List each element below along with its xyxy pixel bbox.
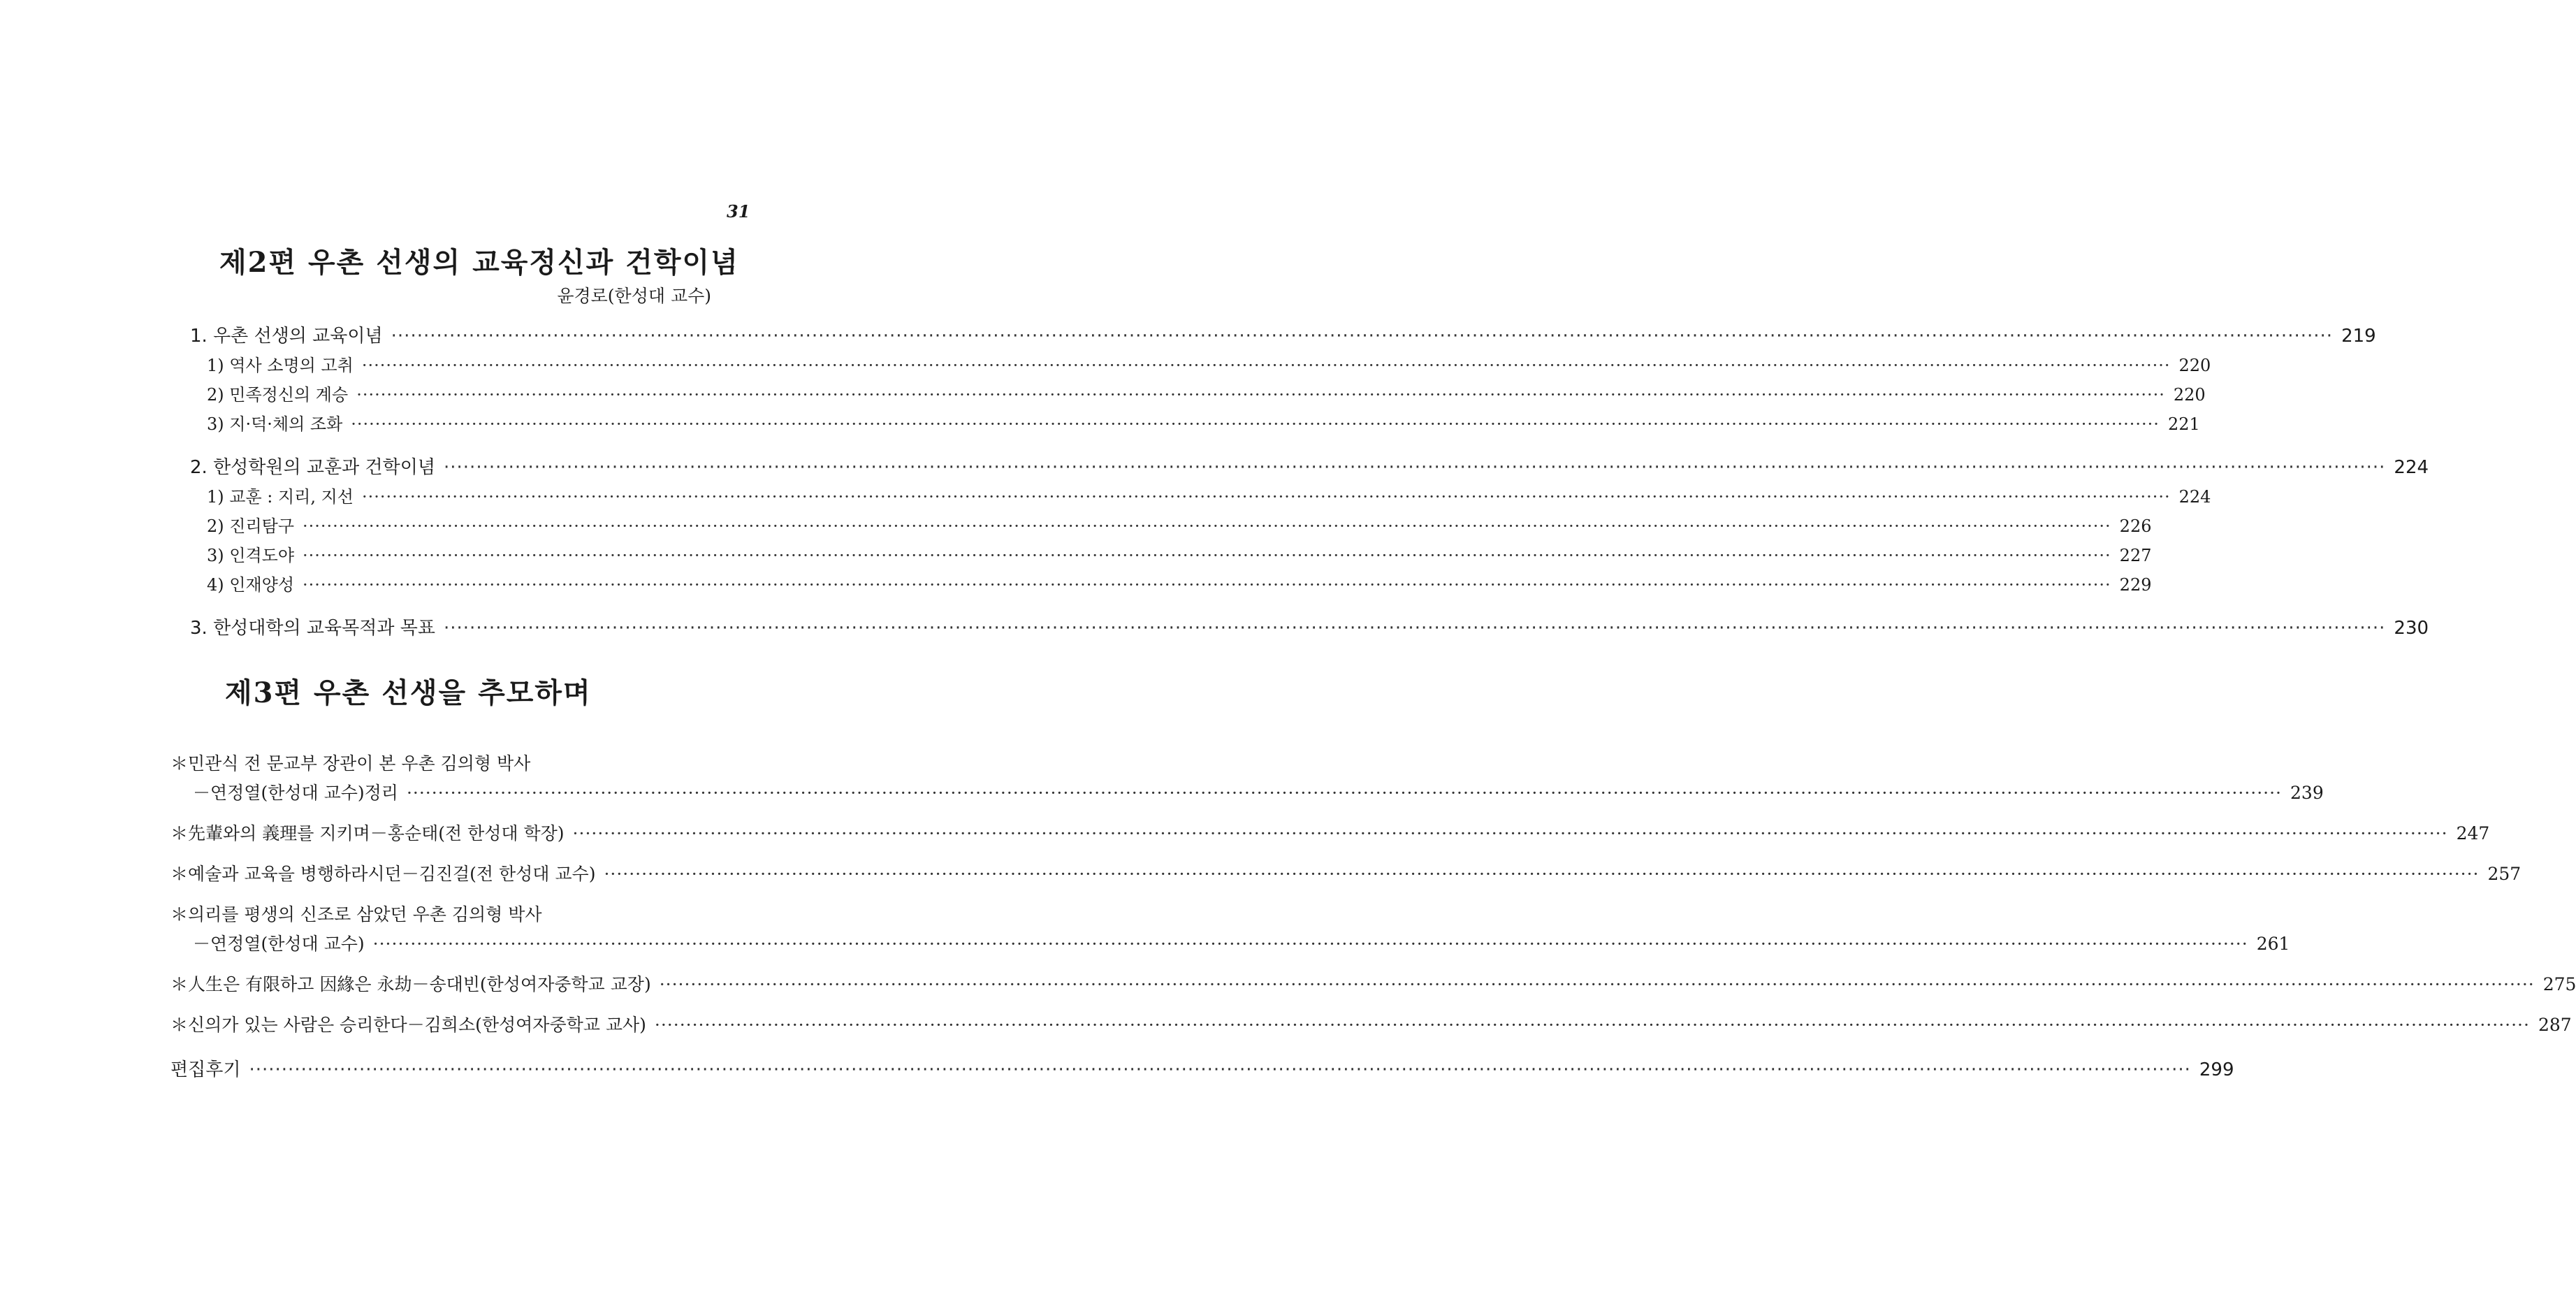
toc-label: 1) 교훈 : 지리, 지선 <box>207 487 354 507</box>
toc-page: 229 <box>2119 575 2152 595</box>
toc-label: 1. 우촌 선생의 교육이념 <box>190 326 383 347</box>
toc-page: 224 <box>2394 457 2429 478</box>
toc-page: 239 <box>2290 783 2324 803</box>
essay-title-line[interactable]: ＊민관식 전 문교부 장관이 본 우촌 김의형 박사 <box>170 753 531 774</box>
toc-subsection[interactable] <box>207 572 2152 598</box>
dot-leader: ············································································································································································································································································································ <box>391 326 2334 347</box>
part3-title: 제3편 우촌 선생을 추모하며 <box>225 676 592 709</box>
dot-leader: ············································································································································································································································································································ <box>356 385 2165 405</box>
dot-leader: ············································································································································································································································································································ <box>249 1059 2191 1080</box>
dot-leader: ············································································································································································································································································································ <box>361 487 2171 507</box>
essay-title-line[interactable]: ＊의리를 평생의 신조로 삼았던 우촌 김의형 박사 <box>170 904 542 925</box>
dot-leader: ············································································································································································································································································································ <box>444 618 2386 639</box>
dot-leader: ············································································································································································································································································································ <box>406 783 2283 803</box>
toc-subsection[interactable] <box>207 484 2211 510</box>
toc-subsection[interactable] <box>207 513 2152 539</box>
essay-entry[interactable] <box>170 1012 2572 1038</box>
toc-page: 224 <box>2178 487 2211 507</box>
toc-page: 220 <box>2178 356 2211 375</box>
toc-label: ＊예술과 교육을 병행하라시던－김진걸(전 한성대 교수) <box>170 864 596 884</box>
toc-label: 2) 민족정신의 계승 <box>207 385 349 405</box>
toc-page: 257 <box>2487 864 2522 884</box>
toc-section-1[interactable] <box>190 323 2376 349</box>
toc-page: 299 <box>2199 1059 2234 1080</box>
toc-page: 275 <box>2542 974 2576 994</box>
toc-page: 227 <box>2119 546 2152 565</box>
dot-leader: ············································································································································································································································································································ <box>444 457 2386 478</box>
toc-label: 1) 역사 소명의 고취 <box>207 356 354 375</box>
toc-page: 226 <box>2119 516 2152 536</box>
essay-entry[interactable] <box>193 931 2290 957</box>
dot-leader: ············································································································································································································································································································ <box>659 974 2535 994</box>
essay-entry[interactable] <box>170 820 2490 847</box>
toc-label: 4) 인재양성 <box>207 575 294 595</box>
essay-entry[interactable] <box>170 971 2576 998</box>
toc-label: 3) 인격도야 <box>207 546 294 565</box>
dot-leader: ············································································································································································································································································································ <box>572 823 2448 843</box>
toc-label: 편집후기 <box>170 1059 241 1080</box>
dot-leader: ············································································································································································································································································································ <box>372 934 2248 954</box>
toc-label: ＊先輩와의 義理를 지키며－홍순태(전 한성대 학장) <box>170 823 565 843</box>
epilogue-entry[interactable] <box>170 1057 2234 1083</box>
toc-subsection[interactable] <box>207 542 2152 569</box>
toc-section-3[interactable] <box>190 615 2429 642</box>
toc-label: ＊신의가 있는 사람은 승리한다－김희소(한성여자중학교 교사) <box>170 1015 646 1035</box>
toc-subsection[interactable] <box>207 382 2206 408</box>
essay-entry[interactable] <box>170 861 2522 888</box>
toc-page: 221 <box>2167 414 2200 434</box>
dot-leader: ············································································································································································································································································································ <box>604 864 2480 884</box>
toc-page: 220 <box>2173 385 2206 405</box>
dot-leader: ············································································································································································································································································································ <box>654 1015 2530 1035</box>
essay-entry[interactable] <box>193 780 2324 806</box>
toc-section-2[interactable] <box>190 454 2429 481</box>
toc-label: －연정열(한성대 교수) <box>193 934 365 954</box>
dot-leader: ············································································································································································································································································································ <box>303 516 2111 536</box>
toc-label: 3. 한성대학의 교육목적과 목표 <box>190 618 435 639</box>
part2-author: 윤경로(한성대 교수) <box>557 286 711 306</box>
toc-page: 230 <box>2394 618 2429 639</box>
toc-label: 2. 한성학원의 교훈과 건학이념 <box>190 457 435 478</box>
dot-leader: ············································································································································································································································································································ <box>303 575 2111 595</box>
toc-label: －연정열(한성대 교수)정리 <box>193 783 398 803</box>
toc-subsection[interactable] <box>207 411 2200 437</box>
dot-leader: ············································································································································································································································································································ <box>303 546 2111 565</box>
toc-label: ＊人生은 有限하고 因緣은 永劫－송대빈(한성여자중학교 교장) <box>170 974 651 994</box>
dot-leader: ············································································································································································································································································································ <box>351 414 2160 434</box>
toc-page: 247 <box>2456 823 2490 843</box>
toc-page: 261 <box>2256 934 2290 954</box>
toc-label: 2) 진리탐구 <box>207 516 294 536</box>
toc-label: 3) 지·덕·체의 조화 <box>207 414 343 434</box>
part2-title: 제2편 우촌 선생의 교육정신과 건학이념 <box>219 246 739 279</box>
toc-page: 219 <box>2341 326 2376 347</box>
toc-subsection[interactable] <box>207 352 2211 379</box>
dot-leader: ············································································································································································································································································································ <box>361 356 2171 375</box>
page-number: 31 <box>727 201 750 222</box>
toc-page: 287 <box>2538 1015 2572 1035</box>
